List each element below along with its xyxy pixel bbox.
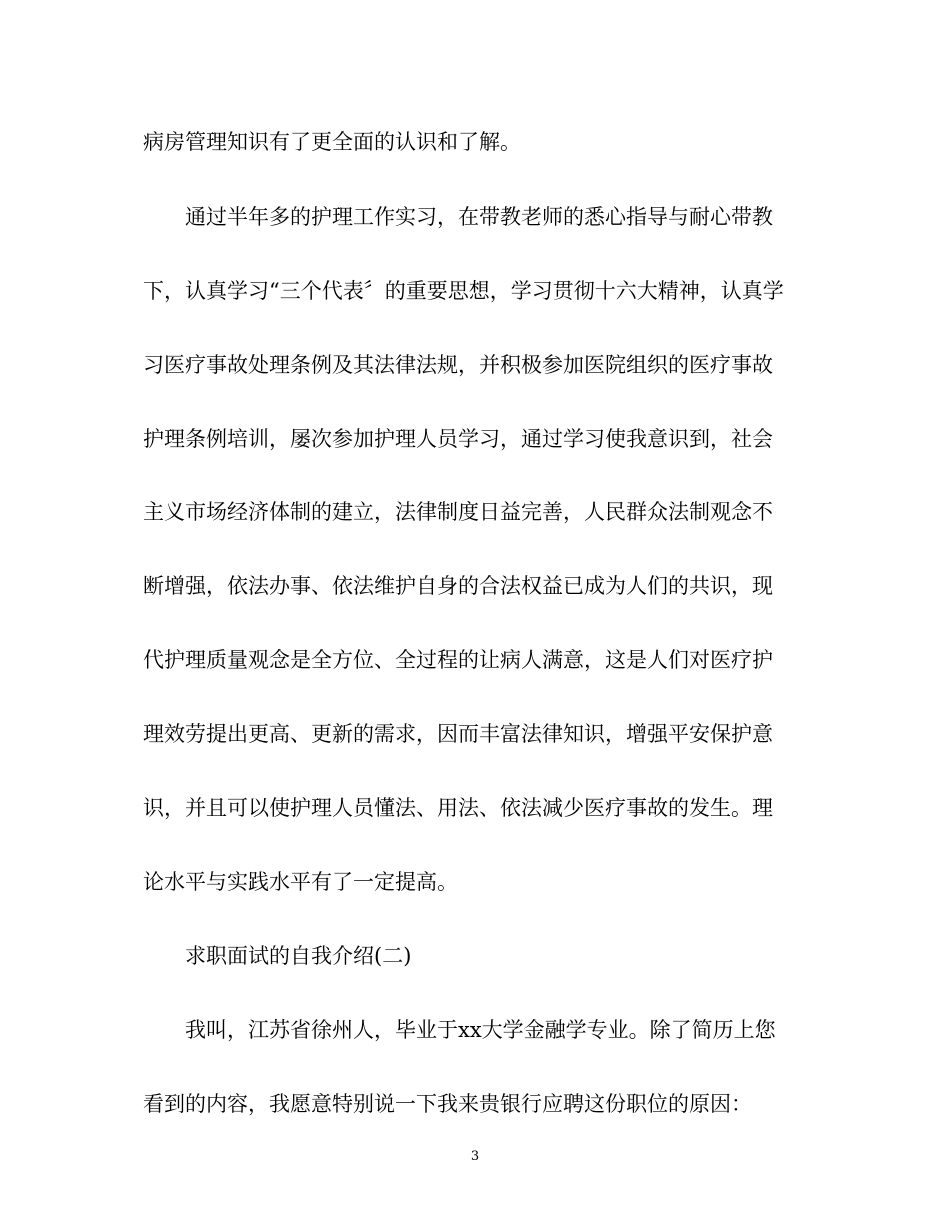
text-line: 病房管理知识有了更全面的认识和了解。 (143, 130, 521, 154)
page-number: 3 (470, 1149, 480, 1164)
section-heading: 求职面试的自我介绍(二) (185, 944, 412, 968)
text-line: 理效劳提出更高、更新的需求，因而丰富法律知识，增强平安保护意 (143, 722, 773, 746)
text-line: 主义市场经济体制的建立，法律制度日益完善，人民群众法制观念不 (143, 500, 773, 524)
text-line: 看到的内容，我愿意特别说一下我来贵银行应聘这份职位的原因： (143, 1092, 752, 1116)
text-line: 习医疗事故处理条例及其法律法规，并积极参加医院组织的医疗事故 (143, 353, 773, 377)
text-line: 下，认真学习“三个代表〞的重要思想，学习贯彻十六大精神，认真学 (143, 279, 784, 303)
text-line: 识，并且可以使护理人员懂法、用法、依法减少医疗事故的发生。理 (143, 796, 773, 820)
text-line: 论水平与实践水平有了一定提高。 (143, 870, 458, 894)
paragraph-start-line: 我叫，江苏省徐州人，毕业于xx大学金融学专业。除了简历上您 (185, 1018, 776, 1042)
text-line: 断增强，依法办事、依法维护自身的合法权益已成为人们的共识，现 (143, 574, 773, 598)
paragraph-start-line: 通过半年多的护理工作实习，在带教老师的悉心指导与耐心带教 (185, 205, 773, 229)
text-line: 代护理质量观念是全方位、全过程的让病人满意，这是人们对医疗护 (143, 648, 773, 672)
text-line: 护理条例培训，屡次参加护理人员学习，通过学习使我意识到，社会 (143, 427, 773, 451)
